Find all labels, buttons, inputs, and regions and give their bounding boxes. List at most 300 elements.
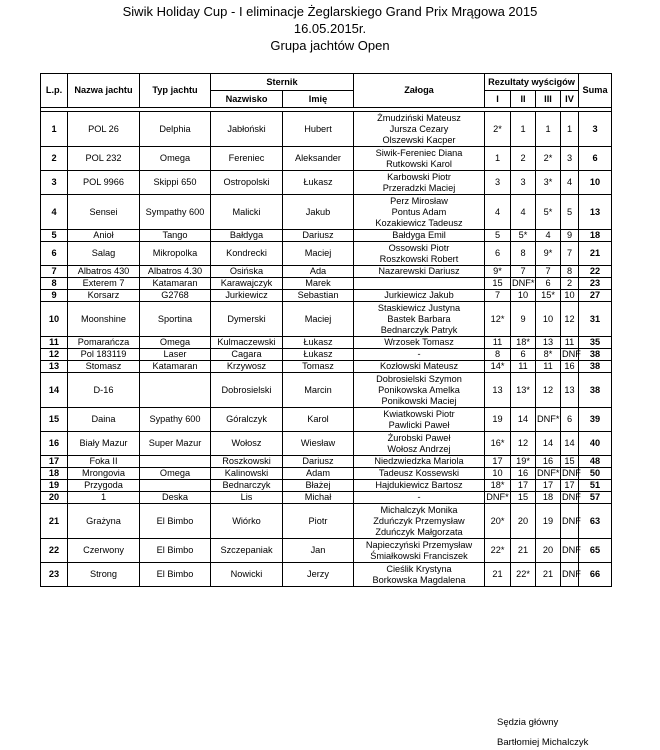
crew-cell (354, 337, 485, 349)
crew-cell (354, 373, 485, 408)
race-2-cell: 8 (511, 242, 536, 266)
table-row (41, 230, 612, 242)
race-4-cell: 6 (561, 408, 579, 432)
total-cell: 35 (579, 337, 612, 349)
crew-member: Żurobski Paweł (387, 432, 451, 443)
race-1-cell: 16* (485, 432, 511, 456)
crew-member: Pontus Adam (391, 206, 447, 217)
col-results: Rezultaty wyścigów (485, 74, 579, 91)
lp-cell: 23 (41, 563, 68, 587)
col-total: Suma (579, 74, 612, 108)
crew-member: Borkowska Magdalena (372, 574, 466, 585)
yacht-type-cell: Mikropolka (140, 242, 211, 266)
race-4-cell: 4 (561, 171, 579, 195)
yacht-type-cell: Skippi 650 (140, 171, 211, 195)
yacht-name-cell: POL 232 (68, 147, 140, 171)
race-3-cell: DNF* (536, 408, 561, 432)
lp-cell: 13 (41, 361, 68, 373)
results-body (41, 112, 612, 587)
table-row (41, 492, 612, 504)
helm-surname-cell: Jabłoński (211, 112, 283, 147)
race-2-cell: 9 (511, 302, 536, 337)
race-1-cell: 19 (485, 408, 511, 432)
total-cell: 38 (579, 373, 612, 408)
race-1-cell: 17 (485, 456, 511, 468)
helm-surname-cell: Roszkowski (211, 456, 283, 468)
race-3-cell: 15* (536, 290, 561, 302)
race-3-cell: 3* (536, 171, 561, 195)
yacht-name-cell: Pomarańcza (68, 337, 140, 349)
helm-surname-cell: Góralczyk (211, 408, 283, 432)
helm-surname-cell: Cagara (211, 349, 283, 361)
lp-cell: 2 (41, 147, 68, 171)
judge-name: Bartłomiej Michalczyk (497, 737, 589, 748)
helm-surname-cell: Szczepaniak (211, 539, 283, 563)
yacht-type-cell: Katamaran (140, 361, 211, 373)
helm-first-name-cell: Karol (283, 408, 354, 432)
crew-member: Ponikowska Amelka (378, 384, 460, 395)
race-2-cell: 15 (511, 492, 536, 504)
crew-member: Nazarewski Dariusz (378, 266, 460, 276)
lp-cell: 18 (41, 468, 68, 480)
crew-cell (354, 147, 485, 171)
helm-first-name-cell: Dariusz (283, 230, 354, 242)
yacht-type-cell: Tango (140, 230, 211, 242)
yacht-type-cell: Sympathy 600 (140, 195, 211, 230)
crew-member: Perz Mirosław (390, 195, 448, 206)
helm-first-name-cell: Jakub (283, 195, 354, 230)
table-row (41, 361, 612, 373)
crew-member: Tadeusz Kossewski (378, 468, 460, 478)
race-3-cell: 8* (536, 349, 561, 361)
lp-cell: 4 (41, 195, 68, 230)
col-yacht-type: Typ jachtu (140, 74, 211, 108)
yacht-name-cell: Moonshine (68, 302, 140, 337)
helm-first-name-cell: Adam (283, 468, 354, 480)
race-4-cell: 3 (561, 147, 579, 171)
race-4-cell: DNF (562, 349, 581, 359)
crew-cell (354, 195, 485, 230)
total-cell: 50 (579, 468, 612, 480)
table-row (41, 408, 612, 432)
helm-surname-cell: Fereniec (211, 147, 283, 171)
yacht-name-cell: Sensei (68, 195, 140, 230)
race-4-cell: 2 (561, 278, 579, 290)
crew-member: Hajdukiewicz Bartosz (375, 480, 463, 490)
lp-cell: 22 (41, 539, 68, 563)
total-cell: 66 (579, 563, 612, 587)
helm-first-name-cell: Łukasz (283, 337, 354, 349)
helm-surname-cell: Nowicki (211, 563, 283, 587)
race-1-cell: 13 (485, 373, 511, 408)
race-3-cell: 10 (536, 302, 561, 337)
race-1-cell: 5 (485, 230, 511, 242)
helm-first-name-cell: Aleksander (283, 147, 354, 171)
yacht-type-cell: Albatros 4.30 (140, 266, 211, 278)
race-4-cell: 17 (561, 480, 579, 492)
yacht-type-cell: Sportina (140, 302, 211, 337)
helm-surname-cell: Malicki (211, 195, 283, 230)
yacht-type-cell (140, 373, 211, 408)
yacht-name-cell: POL 9966 (68, 171, 140, 195)
race-4-cell: DNF (562, 492, 581, 502)
yacht-type-cell: El Bimbo (140, 539, 211, 563)
helm-surname-cell: Kulmaczewski (211, 337, 283, 349)
crew-member: - (417, 492, 421, 502)
document-header (0, 3, 660, 54)
helm-surname-cell: Dymerski (211, 302, 283, 337)
race-2-cell: 19* (511, 456, 536, 468)
helm-surname-cell: Kondrecki (211, 242, 283, 266)
crew-member: Niedzwiedzka Mariola (374, 456, 464, 466)
crew-cell (354, 480, 485, 492)
total-cell: 18 (579, 230, 612, 242)
race-2-cell: 5* (511, 230, 536, 242)
event-date: 16.05.2015r. (293, 21, 367, 36)
yacht-name-cell: Grażyna (68, 504, 140, 539)
helm-surname-cell: Bałdyga (211, 230, 283, 242)
crew-cell (354, 230, 485, 242)
col-lp: L.p. (41, 74, 68, 108)
yacht-type-cell: Laser (140, 349, 211, 361)
lp-cell: 7 (41, 266, 68, 278)
race-1-cell: 9* (485, 266, 511, 278)
yacht-name-cell: Biały Mazur (68, 432, 140, 456)
helm-surname-cell: Wołosz (211, 432, 283, 456)
helm-surname-cell: Karawajczyk (211, 278, 283, 290)
crew-member: Bałdyga Emil (392, 230, 446, 240)
lp-cell: 19 (41, 480, 68, 492)
race-1-cell: 4 (485, 195, 511, 230)
race-2-cell: 1 (511, 112, 536, 147)
yacht-name-cell: Foka II (68, 456, 140, 468)
table-row (41, 278, 612, 290)
total-cell: 48 (579, 456, 612, 468)
total-cell: 21 (579, 242, 612, 266)
table-row (41, 171, 612, 195)
race-1-cell: 22* (485, 539, 511, 563)
table-row (41, 147, 612, 171)
helm-first-name-cell: Hubert (283, 112, 354, 147)
helm-first-name-cell: Maciej (283, 302, 354, 337)
race-2-cell: DNF* (512, 278, 535, 288)
crew-cell (354, 408, 485, 432)
crew-cell (354, 112, 485, 147)
table-row (41, 302, 612, 337)
col-race-3: III (536, 91, 561, 108)
race-1-cell: 1 (485, 147, 511, 171)
crew-cell (354, 242, 485, 266)
lp-cell: 15 (41, 408, 68, 432)
yacht-type-cell: Omega (140, 147, 211, 171)
yacht-name-cell: Strong (68, 563, 140, 587)
race-3-cell: 13 (536, 337, 561, 349)
race-3-cell: 14 (536, 432, 561, 456)
crew-member: Cieślik Krystyna (386, 563, 452, 574)
helm-first-name-cell: Marek (283, 278, 354, 290)
yacht-type-cell: Super Mazur (140, 432, 211, 456)
race-4-cell: 15 (561, 456, 579, 468)
race-2-cell: 7 (511, 266, 536, 278)
col-surname: Nazwisko (211, 91, 283, 108)
judge-title: Sędzia główny (497, 717, 559, 728)
crew-cell (354, 456, 485, 468)
yacht-name-cell: Pol 183119 (68, 349, 140, 361)
helm-first-name-cell: Dariusz (283, 456, 354, 468)
crew-member: - (417, 349, 421, 359)
col-race-4: IV (561, 91, 579, 108)
lp-cell: 5 (41, 230, 68, 242)
total-cell: 40 (579, 432, 612, 456)
table-row (41, 504, 612, 539)
crew-cell (354, 539, 485, 563)
yacht-name-cell: Mrongovia (68, 468, 140, 480)
lp-cell: 12 (41, 349, 68, 361)
crew-member: Wołosz Andrzej (387, 443, 451, 454)
race-4-cell: 12 (561, 302, 579, 337)
crew-cell (354, 361, 485, 373)
race-3-cell: 2* (536, 147, 561, 171)
helm-first-name-cell: Piotr (283, 504, 354, 539)
race-4-cell: DNF (562, 468, 581, 478)
crew-member: Bastek Barbara (387, 313, 451, 324)
crew-member: Wrzosek Tomasz (384, 337, 454, 347)
helm-first-name-cell: Wiesław (283, 432, 354, 456)
crew-cell (354, 492, 485, 504)
col-first-name: Imię (283, 91, 354, 108)
lp-cell: 16 (41, 432, 68, 456)
crew-cell (354, 171, 485, 195)
helm-first-name-cell: Michał (283, 492, 354, 504)
race-4-cell: 14 (561, 432, 579, 456)
yacht-type-cell: Sypathy 600 (140, 408, 211, 432)
crew-member: Śmiałkowski Franciszek (370, 550, 468, 561)
yacht-type-cell: Katamaran (140, 278, 211, 290)
race-1-cell: 8 (485, 349, 511, 361)
race-4-cell: DNF (561, 563, 579, 587)
race-1-cell: 7 (485, 290, 511, 302)
helm-surname-cell: Ostropolski (211, 171, 283, 195)
race-3-cell: 9* (536, 242, 561, 266)
table-row (41, 480, 612, 492)
crew-cell (354, 504, 485, 539)
total-cell: 63 (579, 504, 612, 539)
lp-cell: 21 (41, 504, 68, 539)
table-row (41, 242, 612, 266)
crew-cell (354, 266, 485, 278)
yacht-name-cell: Daina (68, 408, 140, 432)
yacht-name-cell: Przygoda (68, 480, 140, 492)
crew-member: Zduńczyk Małgorzata (375, 526, 463, 537)
yacht-type-cell: Omega (140, 337, 211, 349)
race-1-cell: 10 (485, 468, 511, 480)
total-cell: 6 (579, 147, 612, 171)
race-2-cell: 22* (511, 563, 536, 587)
helm-surname-cell: Krzywosz (211, 361, 283, 373)
table-row (41, 266, 612, 278)
yacht-type-cell: Omega (140, 468, 211, 480)
yacht-name-cell: POL 26 (68, 112, 140, 147)
lp-cell: 9 (41, 290, 68, 302)
race-1-cell: 3 (485, 171, 511, 195)
race-2-cell: 14 (511, 408, 536, 432)
crew-cell (354, 290, 485, 302)
table-row (41, 349, 612, 361)
race-2-cell: 21 (511, 539, 536, 563)
total-cell: 10 (579, 171, 612, 195)
yacht-type-cell: G2768 (140, 290, 211, 302)
race-2-cell: 6 (511, 349, 536, 361)
race-3-cell: 20 (536, 539, 561, 563)
crew-member: Dobrosielski Szymon (376, 373, 462, 384)
table-row (41, 373, 612, 408)
table-row (41, 432, 612, 456)
race-4-cell: 7 (561, 242, 579, 266)
race-4-cell: DNF (561, 504, 579, 539)
helm-surname-cell: Kalinowski (211, 468, 283, 480)
race-3-cell: 4 (536, 230, 561, 242)
race-4-cell: 1 (561, 112, 579, 147)
helm-first-name-cell: Ada (283, 266, 354, 278)
crew-member: Staskiewicz Justyna (377, 302, 461, 313)
race-4-cell: 10 (561, 290, 579, 302)
race-3-cell: DNF* (537, 468, 560, 478)
yacht-name-cell: Anioł (68, 230, 140, 242)
total-cell: 3 (579, 112, 612, 147)
total-cell: 39 (579, 408, 612, 432)
race-3-cell: 6 (536, 278, 561, 290)
race-3-cell: 11 (536, 361, 561, 373)
race-3-cell: 17 (536, 480, 561, 492)
table-row (41, 468, 612, 480)
lp-cell: 8 (41, 278, 68, 290)
total-cell: 22 (579, 266, 612, 278)
race-3-cell: 12 (536, 373, 561, 408)
race-4-cell: 9 (561, 230, 579, 242)
crew-cell (354, 468, 485, 480)
crew-member: Jurkiewicz Jakub (384, 290, 454, 300)
race-1-cell: 2* (485, 112, 511, 147)
race-2-cell: 4 (511, 195, 536, 230)
race-3-cell: 16 (536, 456, 561, 468)
race-2-cell: 20 (511, 504, 536, 539)
lp-cell: 20 (41, 492, 68, 504)
race-4-cell: 8 (561, 266, 579, 278)
total-cell: 65 (579, 539, 612, 563)
yacht-type-cell: El Bimbo (140, 504, 211, 539)
crew-cell (354, 432, 485, 456)
table-row (41, 290, 612, 302)
total-cell: 23 (579, 278, 612, 290)
race-1-cell: DNF* (486, 492, 509, 502)
race-3-cell: 7 (536, 266, 561, 278)
race-1-cell: 12* (485, 302, 511, 337)
yacht-type-cell (140, 456, 211, 468)
lp-cell: 10 (41, 302, 68, 337)
lp-cell: 11 (41, 337, 68, 349)
yacht-type-cell (140, 480, 211, 492)
yacht-type-cell: Delphia (140, 112, 211, 147)
crew-cell (354, 563, 485, 587)
crew-member: Karbowski Piotr (387, 171, 451, 182)
race-1-cell: 15 (485, 278, 511, 290)
crew-member: Michalczyk Monika (380, 504, 458, 515)
crew-member: Siwik-Fereniec Diana (375, 147, 463, 158)
crew-cell (354, 278, 485, 290)
col-crew: Załoga (354, 74, 485, 108)
helm-first-name-cell: Łukasz (283, 171, 354, 195)
helm-first-name-cell: Łukasz (283, 349, 354, 361)
race-4-cell: 13 (561, 373, 579, 408)
lp-cell: 3 (41, 171, 68, 195)
yacht-name-cell: D-16 (68, 373, 140, 408)
table-row (41, 456, 612, 468)
helm-first-name-cell: Jerzy (283, 563, 354, 587)
crew-member: Rutkowski Karol (386, 158, 452, 169)
race-1-cell: 20* (485, 504, 511, 539)
yacht-type-cell: El Bimbo (140, 563, 211, 587)
total-cell: 31 (579, 302, 612, 337)
crew-member: Ponikowski Maciej (381, 395, 457, 406)
helm-surname-cell: Bednarczyk (211, 480, 283, 492)
total-cell: 38 (579, 349, 612, 361)
yacht-name-cell: Exterem 7 (68, 278, 140, 290)
total-cell: 27 (579, 290, 612, 302)
helm-first-name-cell: Sebastian (283, 290, 354, 302)
race-2-cell: 13* (511, 373, 536, 408)
table-row (41, 337, 612, 349)
crew-member: Przeradzki Maciej (382, 182, 456, 193)
table-row (41, 539, 612, 563)
race-4-cell: 16 (561, 361, 579, 373)
race-4-cell: 11 (561, 337, 579, 349)
crew-member: Zduńczyk Przemysław (373, 515, 465, 526)
crew-member: Żmudziński Mateusz (377, 112, 461, 123)
total-cell: 57 (579, 492, 612, 504)
race-2-cell: 10 (511, 290, 536, 302)
yacht-name-cell: Salag (68, 242, 140, 266)
race-3-cell: 1 (536, 112, 561, 147)
race-1-cell: 11 (485, 337, 511, 349)
yacht-name-cell: 1 (68, 492, 140, 504)
lp-cell: 14 (41, 373, 68, 408)
race-2-cell: 2 (511, 147, 536, 171)
helm-surname-cell: Lis (211, 492, 283, 504)
helm-surname-cell: Dobrosielski (211, 373, 283, 408)
total-cell: 51 (579, 480, 612, 492)
yacht-name-cell: Albatros 430 (68, 266, 140, 278)
race-2-cell: 16 (511, 468, 536, 480)
col-helm: Sternik (211, 74, 354, 91)
race-3-cell: 21 (536, 563, 561, 587)
col-yacht-name: Nazwa jachtu (68, 74, 140, 108)
yacht-name-cell: Stomasz (68, 361, 140, 373)
helm-surname-cell: Wiórko (211, 504, 283, 539)
race-1-cell: 21 (485, 563, 511, 587)
crew-member: Ossowski Piotr (388, 242, 450, 253)
crew-cell (354, 349, 485, 361)
results-table (40, 73, 612, 587)
lp-cell: 6 (41, 242, 68, 266)
crew-member: Jursza Cezary (389, 123, 449, 134)
race-2-cell: 18* (511, 337, 536, 349)
crew-member: Bednarczyk Patryk (380, 324, 458, 335)
yacht-type-cell: Deska (140, 492, 211, 504)
helm-first-name-cell: Tomasz (283, 361, 354, 373)
total-cell: 38 (579, 361, 612, 373)
yacht-name-cell: Czerwony (68, 539, 140, 563)
table-row (41, 195, 612, 230)
